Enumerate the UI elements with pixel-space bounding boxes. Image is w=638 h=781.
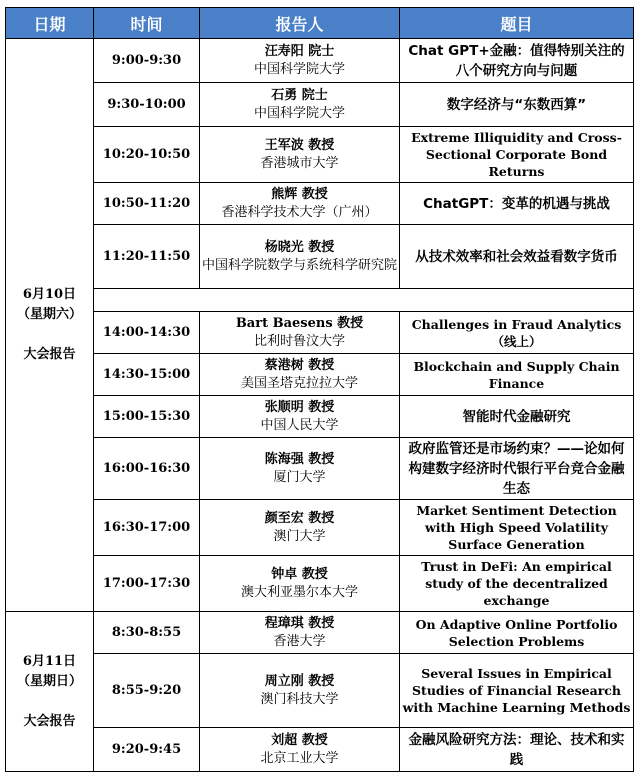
speaker-name: 钟卓 教授 [271, 566, 328, 582]
talk-topic: Extreme Illiquidity and Cross-Sectional Corporate Bond Returns [400, 127, 634, 183]
table-row [6, 183, 634, 225]
header-date: 日期 [6, 8, 94, 39]
speaker-affiliation: 美国圣塔克拉拉大学 [240, 375, 358, 391]
day2-weekday: （星期日） [16, 673, 82, 689]
talk-topic: Blockchain and Supply Chain Finance [400, 354, 634, 396]
speaker-name: 陈海强 教授 [264, 451, 335, 467]
speaker-cell [200, 396, 400, 438]
speaker-cell [200, 127, 400, 183]
day1-weekday: （星期六） [16, 307, 82, 322]
speaker-name: 蔡港树 教授 [264, 357, 335, 373]
speaker-cell [200, 438, 400, 500]
speaker-affiliation: 香港大学 [273, 633, 326, 649]
session-time: 14:30-15:00 [94, 354, 200, 396]
table-row [6, 312, 634, 354]
session-time: 8:30-8:55 [94, 612, 200, 654]
day2-session: 大会报告 [23, 713, 76, 729]
talk-topic: Trust in DeFi: An empirical study of the decentralized exchange [400, 556, 634, 612]
header-time: 时间 [94, 8, 200, 39]
session-time: 16:00-16:30 [94, 438, 200, 500]
table-row [6, 396, 634, 438]
speaker-affiliation: 北京工业大学 [260, 750, 339, 766]
session-time: 17:00-17:30 [94, 556, 200, 612]
header-row [6, 8, 634, 39]
table-row [6, 438, 634, 500]
speaker-cell [200, 354, 400, 396]
session-time: 9:00-9:30 [94, 39, 200, 83]
speaker-name: 颜至宏 教授 [264, 510, 335, 526]
speaker-cell [200, 225, 400, 289]
speaker-cell [200, 39, 400, 83]
speaker-affiliation: 澳大利亚墨尔本大学 [240, 584, 358, 600]
talk-topic: Chat GPT+金融：值得特别关注的八个研究方向与问题 [400, 39, 634, 83]
speaker-name: 熊辉 教授 [271, 186, 328, 202]
day2-date: 6月11日 [22, 653, 77, 669]
speaker-cell [200, 312, 400, 354]
speaker-affiliation: 香港科学技术大学（广州） [221, 204, 378, 220]
session-time: 14:00-14:30 [94, 312, 200, 354]
session-time: 10:50-11:20 [94, 183, 200, 225]
speaker-cell [200, 612, 400, 654]
table-row [6, 354, 634, 396]
session-time: 10:20-10:50 [94, 127, 200, 183]
speaker-affiliation: 中国人民大学 [260, 417, 339, 433]
table-row [6, 556, 634, 612]
day1-session: 大会报告 [23, 347, 76, 362]
day2-date-cell [6, 612, 94, 772]
table-row [6, 127, 634, 183]
session-time: 16:30-17:00 [94, 500, 200, 556]
speaker-cell [200, 183, 400, 225]
header-speaker: 报告人 [200, 8, 400, 39]
table-row [6, 500, 634, 556]
talk-topic: Market Sentiment Detection with High Speed Volatility Surface Generation [400, 500, 634, 556]
speaker-affiliation: 中国科学院数学与系统科学研究院 [202, 257, 398, 273]
talk-topic: Challenges in Fraud Analytics（线上） [400, 312, 634, 354]
speaker-name: 杨晓光 教授 [264, 239, 335, 255]
table-row [6, 728, 634, 772]
talk-topic: Several Issues in Empirical Studies of Financial Research with Machine Learning Methods [400, 654, 634, 728]
talk-topic: 数字经济与“东数西算” [400, 83, 634, 127]
speaker-name: 王军波 教授 [264, 137, 335, 153]
speaker-name: 张顺明 教授 [264, 399, 335, 415]
talk-topic: 政府监管还是市场约束？——论如何构建数字经济时代银行平台竞合金融生态 [400, 438, 634, 500]
talk-topic: On Adaptive Online Portfolio Selection Problems [400, 612, 634, 654]
speaker-name: 周立刚 教授 [264, 673, 335, 689]
table-row [6, 225, 634, 289]
speaker-cell [200, 728, 400, 772]
speaker-cell [200, 654, 400, 728]
table-row [6, 654, 634, 728]
day1-date-cell [6, 39, 94, 612]
speaker-name: Bart Baesens 教授 [235, 315, 364, 331]
table-row [6, 39, 634, 83]
header-topic: 题目 [400, 8, 634, 39]
table-row [6, 612, 634, 654]
speaker-name: 汪寿阳 院士 [264, 43, 335, 59]
lunch-break-row [6, 289, 634, 312]
session-time: 9:30-10:00 [94, 83, 200, 127]
table-row [6, 83, 634, 127]
day1-date: 6月10日 [22, 287, 77, 302]
session-time: 8:55-9:20 [94, 654, 200, 728]
speaker-affiliation: 中国科学院大学 [253, 61, 345, 77]
talk-topic: 智能时代金融研究 [400, 396, 634, 438]
speaker-name: 刘超 教授 [271, 732, 328, 748]
talk-topic: ChatGPT：变革的机遇与挑战 [400, 183, 634, 225]
speaker-name: 石勇 院士 [271, 87, 328, 103]
speaker-cell [200, 500, 400, 556]
speaker-affiliation: 比利时鲁汶大学 [253, 333, 345, 349]
speaker-affiliation: 香港城市大学 [260, 155, 339, 171]
session-time: 11:20-11:50 [94, 225, 200, 289]
speaker-affiliation: 澳门大学 [273, 528, 326, 544]
speaker-cell [200, 556, 400, 612]
talk-topic: 从技术效率和社会效益看数字货币 [400, 225, 634, 289]
speaker-cell [200, 83, 400, 127]
speaker-affiliation: 厦门大学 [273, 469, 326, 485]
schedule-table [5, 7, 634, 772]
talk-topic: 金融风险研究方法：理论、技术和实践 [400, 728, 634, 772]
speaker-affiliation: 中国科学院大学 [253, 105, 345, 121]
speaker-affiliation: 澳门科技大学 [260, 691, 339, 707]
speaker-name: 程璋琪 教授 [264, 615, 335, 631]
session-time: 15:00-15:30 [94, 396, 200, 438]
break-cell [94, 289, 634, 312]
session-time: 9:20-9:45 [94, 728, 200, 772]
